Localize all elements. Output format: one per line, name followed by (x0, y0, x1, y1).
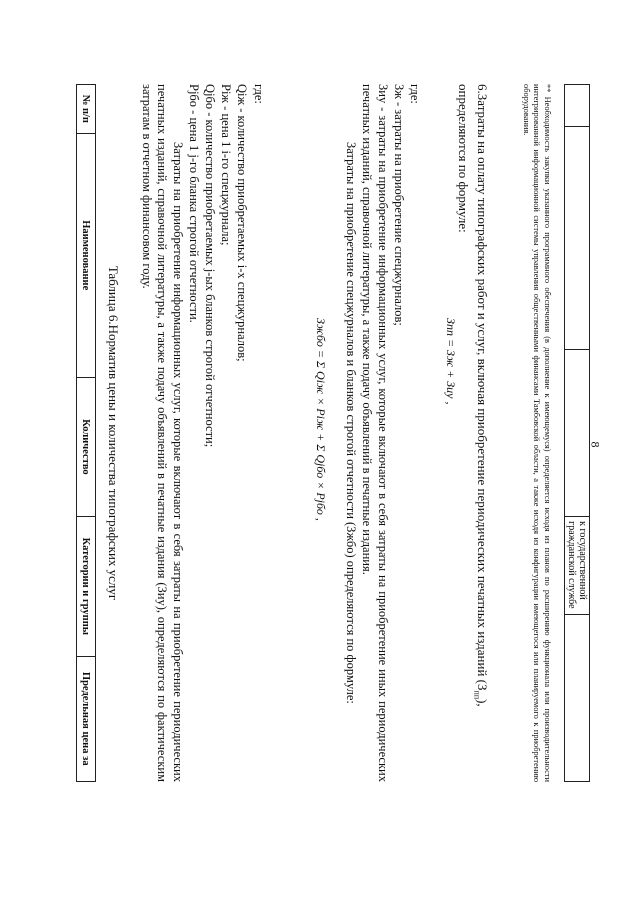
definition-pij: Piж - цена 1 i-го спецжурнала; (219, 84, 233, 246)
paragraph-info-services: Затраты на приобретение информационных услуг, которые включают в себя затраты на приобретение периодических печатных изданий, справочной литературы, а также подачу объявлений в печатные издания (Зиу), определяются по фактическим затратам в отчетном финансовом году. (139, 84, 185, 782)
definition-ziu: Зиу - затраты на приобретение информационных услуг, которые включают в себя затраты на приобретение иных периодических печатных изданий, справочной литературы, а также подачу объявлений в печатные издания. (360, 84, 390, 782)
definition-zj: Зж - затраты на приобретение спецжурналов; (392, 84, 406, 326)
top-table-cell (565, 614, 590, 781)
top-table (564, 84, 590, 782)
col-header-number: № п/п (77, 85, 96, 134)
table-caption: Таблица 6.Норматив цены и количества типографских услуг (106, 265, 121, 601)
definition-pjbo: Pjбо - цена 1 j-го бланка строгой отчетности. (187, 84, 201, 323)
paragraph-zjbo: Затраты на приобретение спецжурналов и бланков строгой отчетности (Зжбо) определяются по формуле: (344, 142, 358, 704)
definition-qij: Qiж - количество приобретаемых i-х спецжурналов; (235, 84, 249, 362)
table6-header (76, 84, 96, 782)
col-header-price-limit: Предельная цена за (77, 656, 96, 781)
top-table-cell (565, 349, 590, 516)
where-label-2: где: (252, 84, 266, 104)
heading-tail: ), определяются по формуле: (456, 84, 490, 707)
top-table-cell (565, 85, 590, 127)
where-label: где: (408, 84, 422, 104)
formula-zjbo: Зжбо = Σ Qiж × Piж + Σ Qjбо × Pjбо , (314, 318, 328, 521)
definition-qjbo: Qjбо - количество приобретаемых j-ых бланков строгой отчетности; (203, 84, 217, 448)
footnote: ** Необходимость закупки указанного программного обеспечения (в дополнение к имеющемуся) определяется исходя из планов по расширению функционала или производительности интегрированной информационной системы управления общественными финансами Тамбовской области, а также исходя из конфигурации имеющегося или планируемого к приобретению оборудования. (522, 84, 552, 782)
heading-sub: пп (472, 690, 482, 700)
col-header-category: Категории и группы (77, 517, 96, 656)
section-heading (454, 84, 490, 782)
col-header-name: Наименование (77, 133, 96, 377)
page-number: 8 (588, 441, 603, 448)
heading-text: 6.Затраты на оплату типографских работ и услуг, включая приобретение периодических печатных изданий (З (475, 84, 490, 691)
top-table-cell-civil-service: к государственной гражданской службе (565, 517, 590, 615)
top-table-cell (565, 126, 590, 349)
formula-zpp: Зпп = Зж + Зиу , (444, 318, 458, 405)
rotated-page-content (50, 78, 590, 818)
col-header-quantity: Количество (77, 377, 96, 516)
